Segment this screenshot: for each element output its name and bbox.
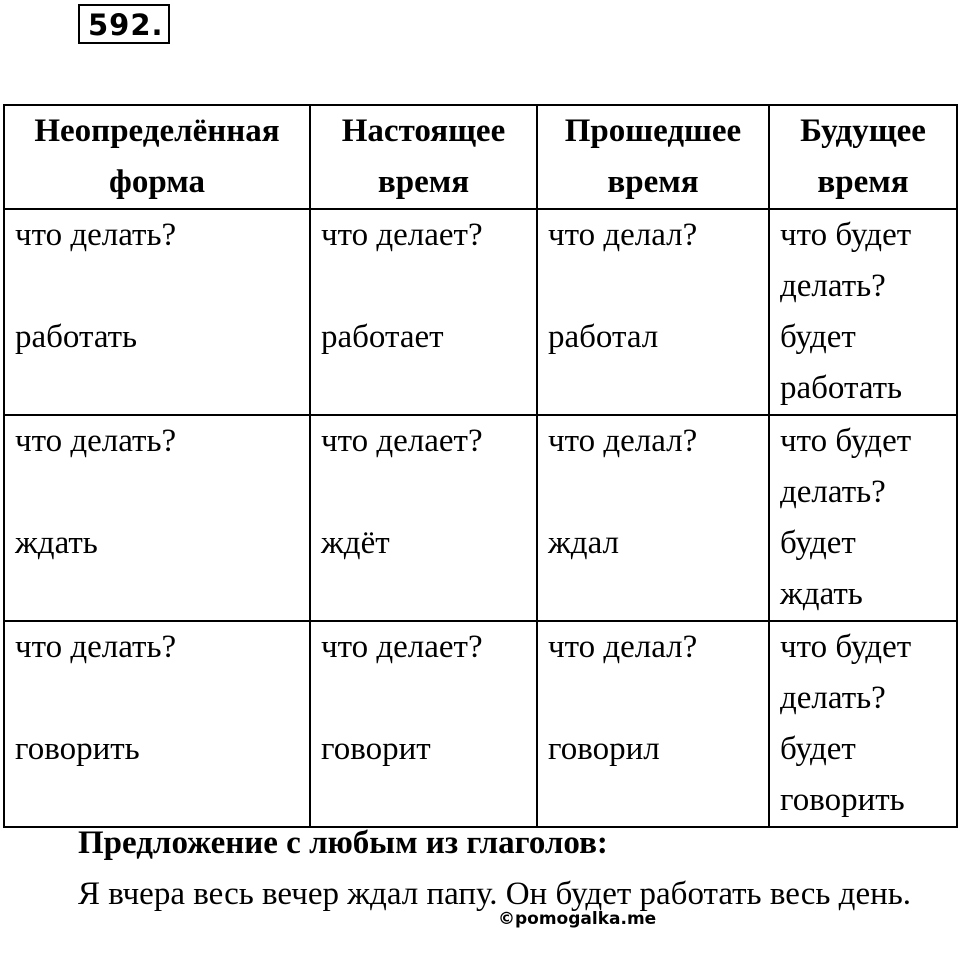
cell-infinitive: [4, 415, 310, 621]
table-header-row: [4, 105, 957, 209]
present-verb: работает: [321, 319, 444, 355]
header-infinitive: [4, 105, 310, 209]
cell-present: [310, 621, 537, 827]
cell-future: [769, 621, 957, 827]
present-verb: ждёт: [321, 525, 390, 561]
watermark: ©pomogalka.me: [498, 909, 657, 929]
future-question-line-2: делать?: [780, 474, 886, 510]
header-present-line-2: время: [377, 164, 470, 200]
past-question: что делал?: [548, 423, 698, 459]
future-verb-line-1: будет: [780, 731, 856, 767]
header-future-line-1: Будущее: [800, 113, 926, 149]
past-verb: работал: [548, 319, 659, 355]
header-present: [310, 105, 537, 209]
header-future: [769, 105, 957, 209]
infinitive-verb: говорить: [15, 731, 140, 767]
future-verb-line-1: будет: [780, 525, 856, 561]
infinitive-verb: ждать: [15, 525, 98, 561]
past-question: что делал?: [548, 217, 698, 253]
cell-past: [537, 209, 769, 415]
cell-present: [310, 415, 537, 621]
example-sentence: Я вчера весь вечер ждал папу. Он будет работать весь день.: [78, 876, 912, 912]
present-question: что делает?: [321, 217, 483, 253]
header-future-line-2: время: [817, 164, 909, 200]
infinitive-question: что делать?: [15, 423, 177, 459]
sentence-heading: Предложение с любым из глаголов:: [78, 825, 608, 861]
task-number: 592.: [78, 4, 170, 44]
future-verb-line-1: будет: [780, 319, 856, 355]
cell-future: [769, 209, 957, 415]
infinitive-question: что делать?: [15, 217, 177, 253]
header-past-line-2: время: [607, 164, 699, 200]
header-past: [537, 105, 769, 209]
past-verb: ждал: [548, 525, 619, 561]
verb-tense-table: [3, 104, 958, 828]
cell-infinitive: [4, 209, 310, 415]
header-infinitive-line-1: Неопределённая: [34, 113, 280, 149]
infinitive-question: что делать?: [15, 629, 177, 665]
past-verb: говорил: [548, 731, 660, 767]
cell-past: [537, 415, 769, 621]
table-row: [4, 415, 957, 621]
cell-past: [537, 621, 769, 827]
future-verb-line-2: ждать: [780, 576, 863, 612]
future-question-line-2: делать?: [780, 680, 886, 716]
header-present-line-1: Настоящее: [341, 113, 506, 149]
present-verb: говорит: [321, 731, 431, 767]
cell-future: [769, 415, 957, 621]
present-question: что делает?: [321, 629, 483, 665]
header-past-line-1: Прошедшее: [564, 113, 742, 149]
future-verb-line-2: говорить: [780, 782, 905, 818]
table-row: [4, 209, 957, 415]
header-infinitive-line-2: форма: [109, 164, 205, 200]
future-question-line-2: делать?: [780, 268, 886, 304]
past-question: что делал?: [548, 629, 698, 665]
future-question-line-1: что будет: [780, 217, 912, 253]
table-row: [4, 621, 957, 827]
future-question-line-1: что будет: [780, 629, 912, 665]
cell-infinitive: [4, 621, 310, 827]
cell-present: [310, 209, 537, 415]
future-question-line-1: что будет: [780, 423, 912, 459]
present-question: что делает?: [321, 423, 483, 459]
infinitive-verb: работать: [15, 319, 138, 355]
future-verb-line-2: работать: [780, 370, 903, 406]
